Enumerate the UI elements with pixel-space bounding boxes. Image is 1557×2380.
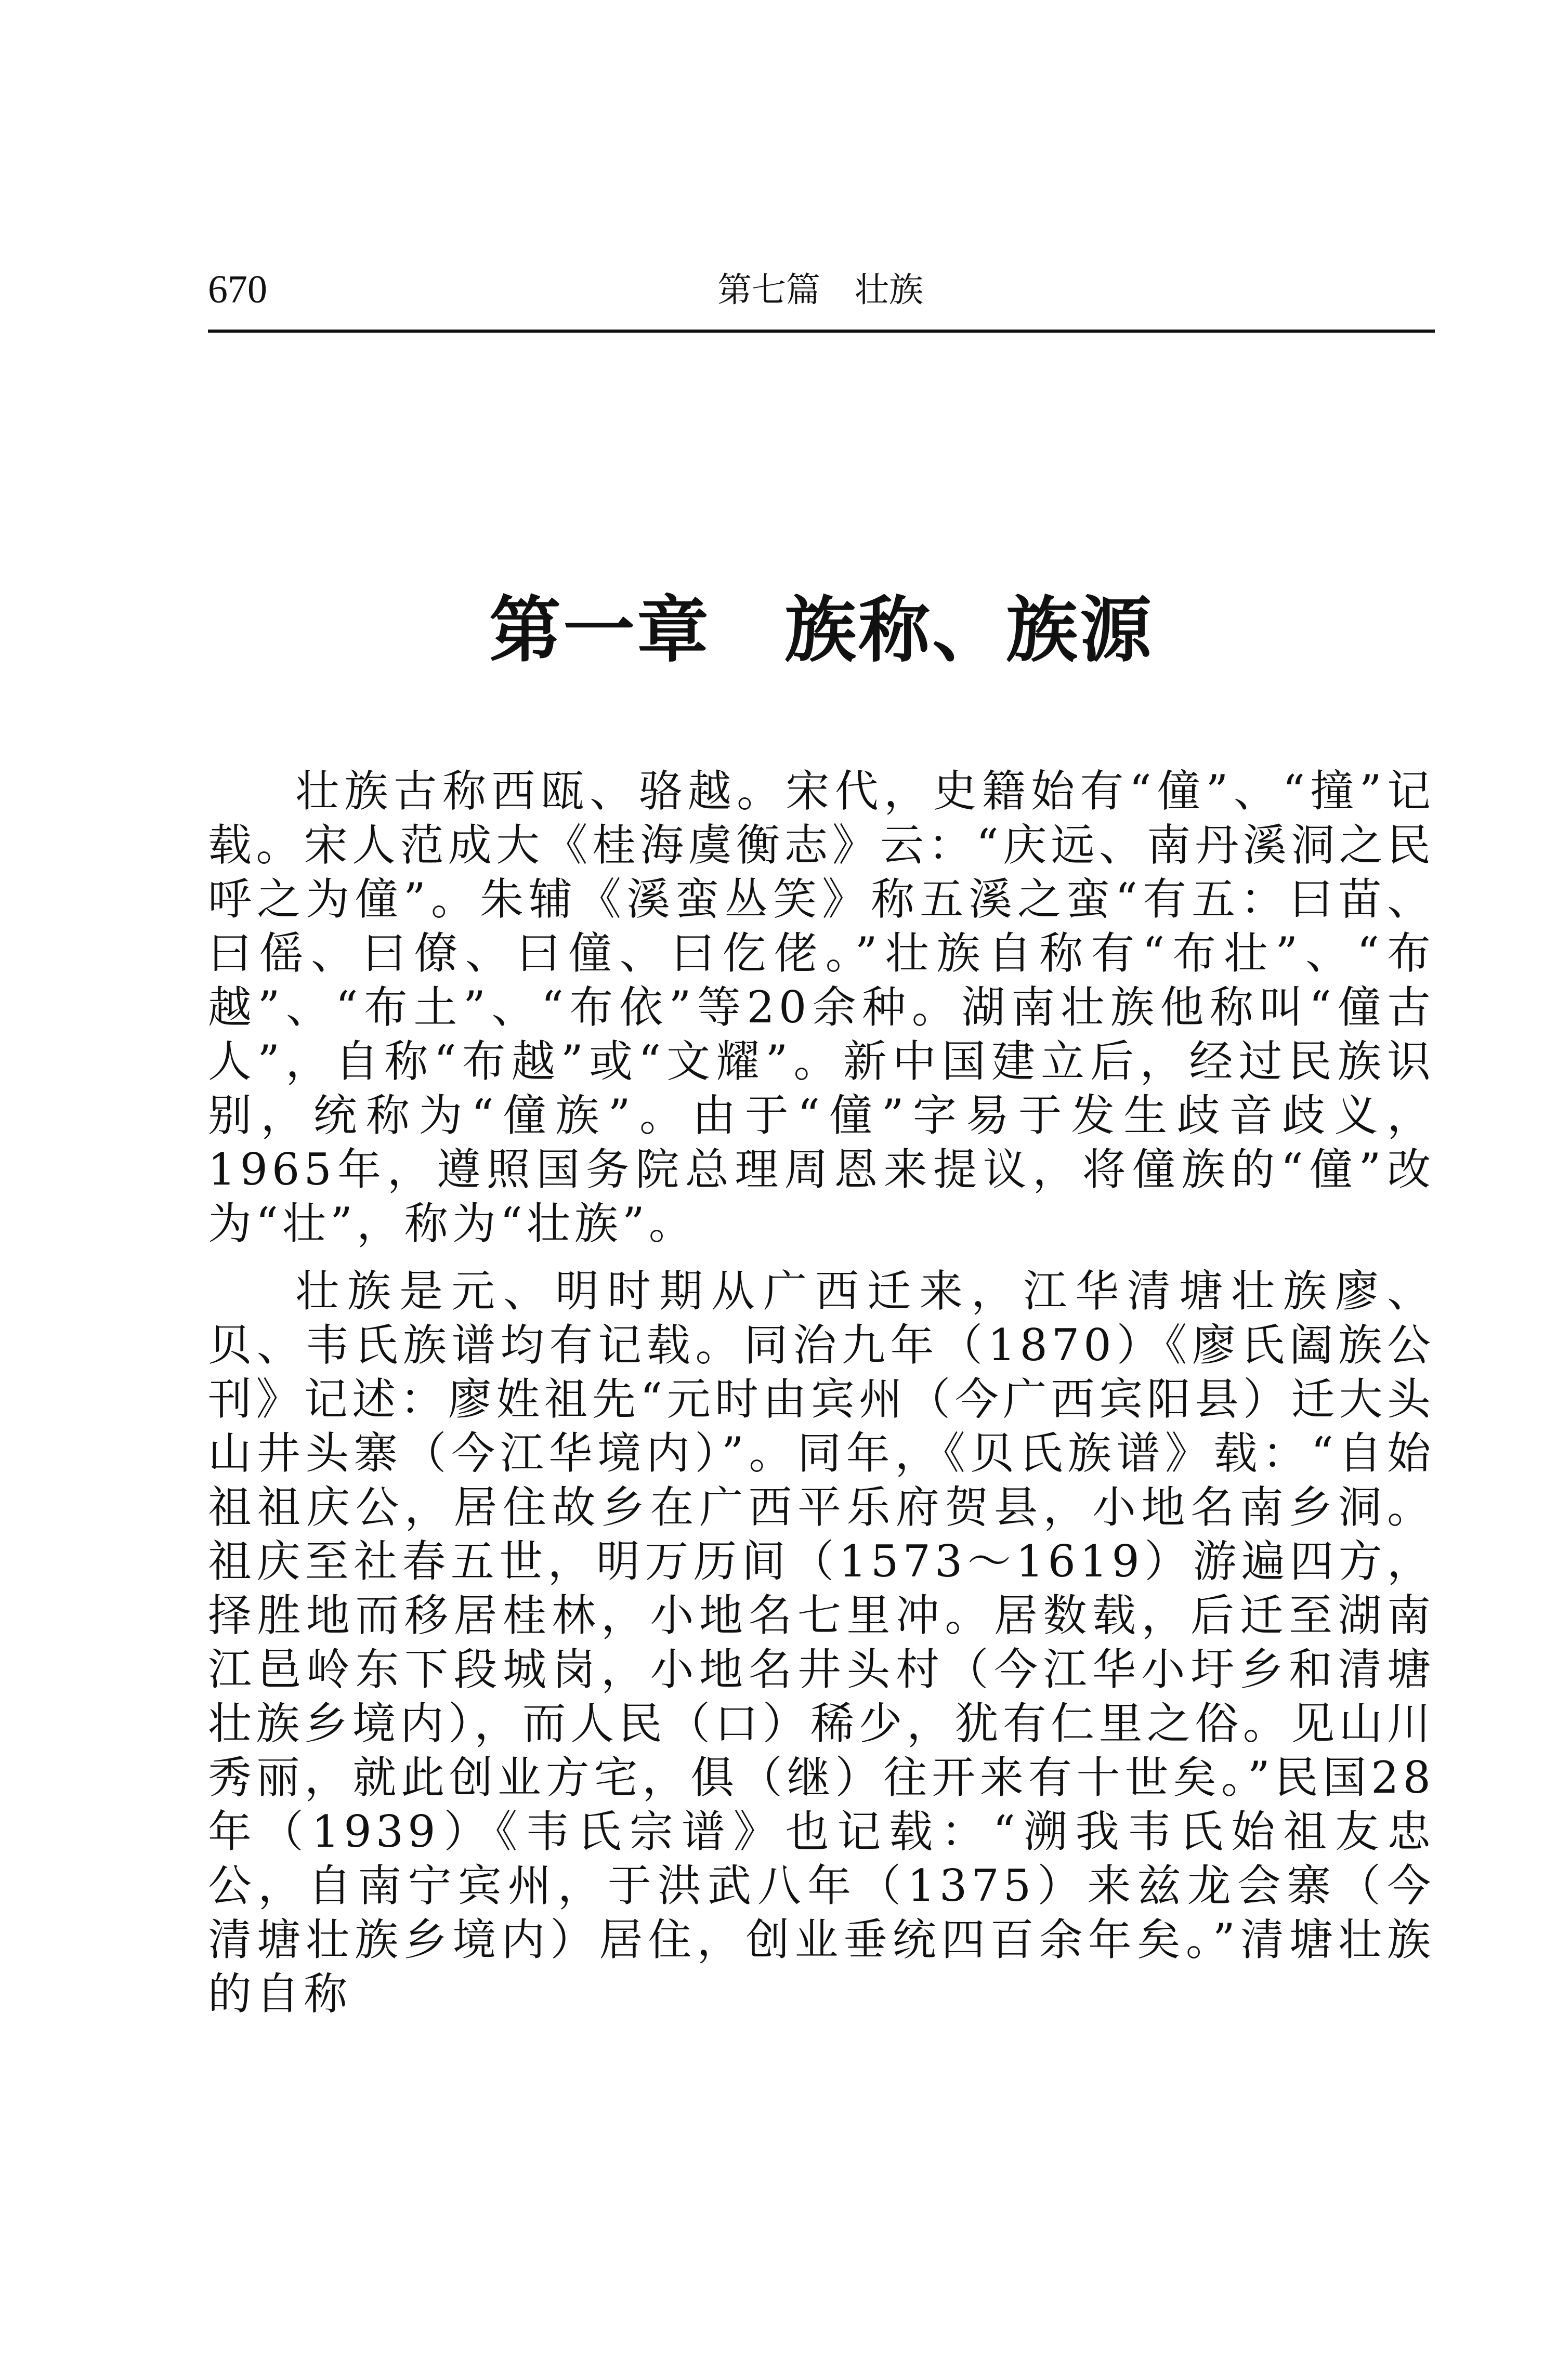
page-number: 670 (208, 268, 267, 311)
body-text (208, 764, 1435, 2021)
paragraph-2: 壮族是元、明时期从广西迁来，江华清塘壮族廖、贝、韦氏族谱均有记载。同治九年（1870）《廖氏阖族公刊》记述：廖姓祖先“元时由宾州（今广西宾阳县）迁大头山井头寨（今江华境内）”。同年，《贝氏族谱》载：“自始祖祖庆公，居住故乡在广西平乐府贺县，小地名南乡洞。祖庆至社春五世，明万历间（1573～1619）游遍四方，择胜地而移居桂林，小地名七里冲。居数载，后迁至湖南江邑岭东下段城岗，小地名井头村（今江华小圩乡和清塘壮族乡境内），而人民（口）稀少，犹有仁里之俗。见山川秀丽，就此创业方宅，俱（继）往开来有十世矣。”民国28年（1939）《韦氏宗谱》也记载：“溯我韦氏始祖友忠公，自南宁宾州，于洪武八年（1375）来兹龙会寨（今清塘壮族乡境内）居住，创业垂统四百余年矣。”清塘壮族的自称 (208, 1266, 1435, 2019)
section-title: 第七篇 壮族 (717, 270, 923, 310)
running-header (208, 265, 1435, 314)
header-rule (208, 330, 1435, 333)
paragraph-1: 壮族古称西瓯、骆越。宋代，史籍始有“僮”、“撞”记载。宋人范成大《桂海虞衡志》云：“庆远、南丹溪洞之民呼之为僮”。朱辅《溪蛮丛笑》称五溪之蛮“有五：曰苗、曰傜、曰僚、曰僮、曰仡佬。”壮族自称有“布壮”、“布越”、“布土”、“布依”等20余种。湖南壮族他称叫“僮古人”，自称“布越”或“文耀”。新中国建立后，经过民族识别，统称为“僮族”。由于“僮”字易于发生歧音歧义，1965年，遵照国务院总理周恩来提议，将僮族的“僮”改为“壮”，称为“壮族”。 (208, 766, 1435, 1249)
chapter-title: 第一章 族称、族源 (489, 587, 1154, 673)
